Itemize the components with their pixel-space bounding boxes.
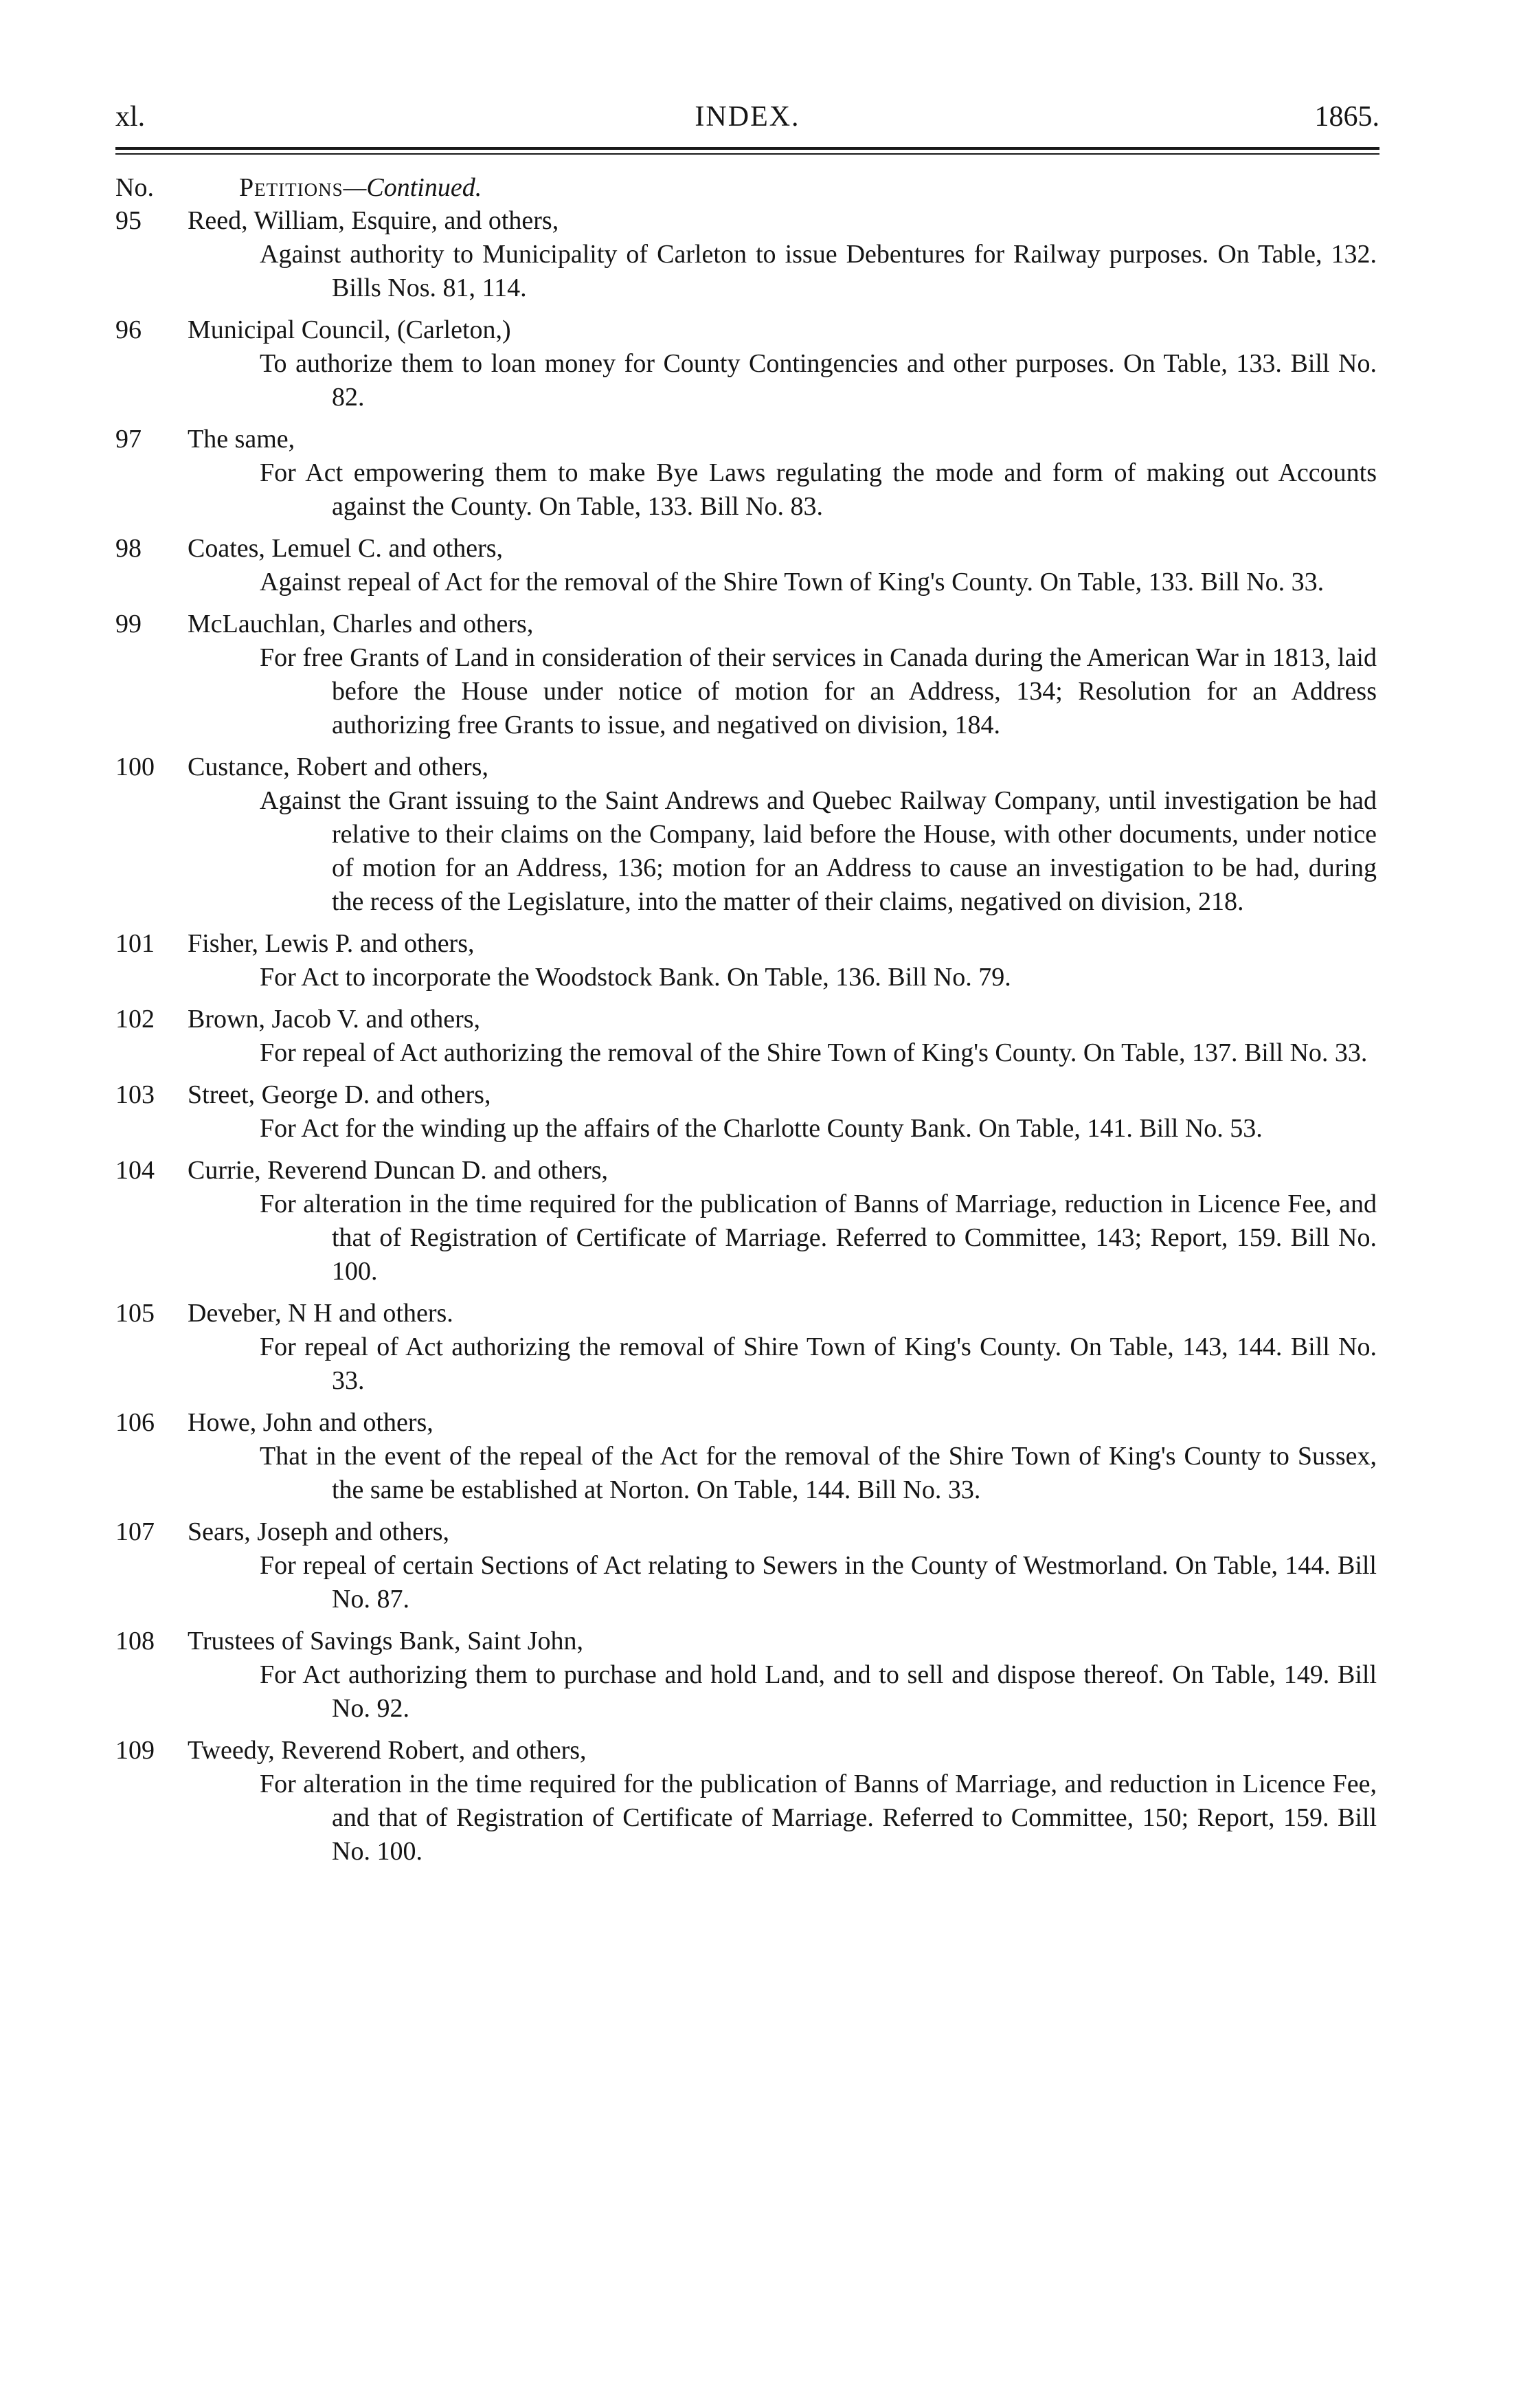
- entry-petitioner: Trustees of Savings Bank, Saint John,: [188, 1627, 584, 1656]
- entry-description: For Act empowering them to make Bye Laws regulating the mode and form of making out Accounts against the County. On Table, 133. Bill No. 83.: [260, 458, 1377, 521]
- entry-description: For Act for the winding up the affairs of the Charlotte County Bank. On Table, 141. Bill No. 53.: [260, 1114, 1263, 1143]
- entry-description: To authorize them to loan money for County Contingencies and other purposes. On Table, 133. Bill No. 82.: [260, 349, 1377, 412]
- continued-label: —Continued.: [343, 173, 482, 202]
- index-entry: [115, 204, 1379, 305]
- index-entry: [115, 927, 1379, 994]
- entry-number: 99: [115, 610, 142, 638]
- index-page: [115, 82, 1379, 1877]
- entry-description: That in the event of the repeal of the Act for the removal of the Shire Town of King's County to Sussex, the same be established at Norton. On Table, 144. Bill No. 33.: [260, 1442, 1377, 1504]
- page-year: 1865.: [1314, 101, 1379, 133]
- entry-petitioner: Coates, Lemuel C. and others,: [188, 534, 504, 563]
- entry-petitioner: The same,: [188, 425, 295, 454]
- column-header: [115, 168, 1379, 204]
- number-column-label: No.: [115, 173, 154, 202]
- entry-number: 106: [115, 1408, 155, 1437]
- entry-number: 97: [115, 425, 142, 454]
- entry-petitioner: Tweedy, Reverend Robert, and others,: [188, 1736, 587, 1765]
- index-entry: [115, 1625, 1379, 1726]
- entry-number: 107: [115, 1517, 155, 1546]
- entry-petitioner: Municipal Council, (Carleton,): [188, 315, 511, 344]
- entry-petitioner: Custance, Robert and others,: [188, 752, 488, 781]
- entry-description: For free Grants of Land in consideration of their services in Canada during the American War in 1813, laid before the House under notice of motion for an Address, 134; Resolution for an Address authorizing free Grants to issue, and negatived on division, 184.: [260, 643, 1377, 739]
- entry-number: 95: [115, 206, 142, 235]
- entry-number: 103: [115, 1080, 155, 1109]
- index-entry: [115, 423, 1379, 524]
- entry-number: 105: [115, 1299, 155, 1328]
- header-rule-thin: [115, 153, 1379, 155]
- index-entry: [115, 532, 1379, 599]
- entry-description: For alteration in the time required for the publication of Banns of Marriage, and reduction in Licence Fee, and that of Registration of Certificate of Marriage. Referred to Committee, 150; Report, 159. Bill No. 100.: [260, 1770, 1377, 1866]
- entry-number: 100: [115, 752, 155, 781]
- entry-number: 104: [115, 1156, 155, 1185]
- entry-petitioner: Reed, William, Esquire, and others,: [188, 206, 559, 235]
- page-number: xl.: [115, 101, 146, 133]
- entry-description: For repeal of certain Sections of Act relating to Sewers in the County of Westmorland. On Table, 144. Bill No. 87.: [260, 1551, 1377, 1614]
- entry-description: For Act to incorporate the Woodstock Bank. On Table, 136. Bill No. 79.: [260, 963, 1011, 992]
- entry-number: 98: [115, 534, 142, 563]
- index-entry: [115, 1154, 1379, 1289]
- index-entry: [115, 607, 1379, 742]
- entry-petitioner: Currie, Reverend Duncan D. and others,: [188, 1156, 609, 1185]
- index-entry: [115, 1406, 1379, 1507]
- index-entry: [115, 750, 1379, 919]
- entry-petitioner: Sears, Joseph and others,: [188, 1517, 449, 1546]
- page-title: INDEX.: [695, 101, 800, 133]
- entry-description: For repeal of Act authorizing the removal of the Shire Town of King's County. On Table, 137. Bill No. 33.: [260, 1038, 1368, 1067]
- section-label: Petitions: [239, 173, 343, 202]
- section-heading: [239, 172, 482, 203]
- entry-description: For Act authorizing them to purchase and hold Land, and to sell and dispose thereof. On Table, 149. Bill No. 92.: [260, 1660, 1377, 1723]
- entry-petitioner: Street, George D. and others,: [188, 1080, 491, 1109]
- entry-petitioner: Deveber, N H and others.: [188, 1299, 453, 1328]
- entry-petitioner: Brown, Jacob V. and others,: [188, 1005, 481, 1034]
- entry-number: 102: [115, 1005, 155, 1034]
- entry-number: 96: [115, 315, 142, 344]
- index-entry: [115, 1003, 1379, 1070]
- entry-description: Against authority to Municipality of Carleton to issue Debentures for Railway purposes. On Table, 132. Bills Nos. 81, 114.: [260, 240, 1377, 302]
- index-entry: [115, 1297, 1379, 1398]
- page-header: [115, 82, 1379, 137]
- entry-number: 108: [115, 1627, 155, 1656]
- entry-petitioner: McLauchlan, Charles and others,: [188, 610, 534, 638]
- index-entry: [115, 1734, 1379, 1869]
- entry-number: 109: [115, 1736, 155, 1765]
- entry-description: Against repeal of Act for the removal of the Shire Town of King's County. On Table, 133. Bill No. 33.: [260, 568, 1325, 597]
- entry-description: For repeal of Act authorizing the removal of Shire Town of King's County. On Table, 143, 144. Bill No. 33.: [260, 1333, 1377, 1395]
- entry-description: Against the Grant issuing to the Saint Andrews and Quebec Railway Company, until investigation be had relative to their claims on the Company, laid before the House, with other documents, under notice of motion for an Address, 136; motion for an Address to cause an investigation to be had, during the recess of the Legislature, into the matter of their claims, negatived on division, 218.: [260, 786, 1377, 916]
- entry-number: 101: [115, 929, 155, 958]
- entry-petitioner: Howe, John and others,: [188, 1408, 433, 1437]
- entry-petitioner: Fisher, Lewis P. and others,: [188, 929, 475, 958]
- entry-list: [115, 204, 1379, 1869]
- index-entry: [115, 313, 1379, 414]
- index-entry: [115, 1515, 1379, 1616]
- index-entry: [115, 1078, 1379, 1146]
- header-rule-thick: [115, 147, 1379, 150]
- entry-description: For alteration in the time required for the publication of Banns of Marriage, reduction in Licence Fee, and that of Registration of Certificate of Marriage. Referred to Committee, 143; Report, 159. Bill No. 100.: [260, 1190, 1377, 1286]
